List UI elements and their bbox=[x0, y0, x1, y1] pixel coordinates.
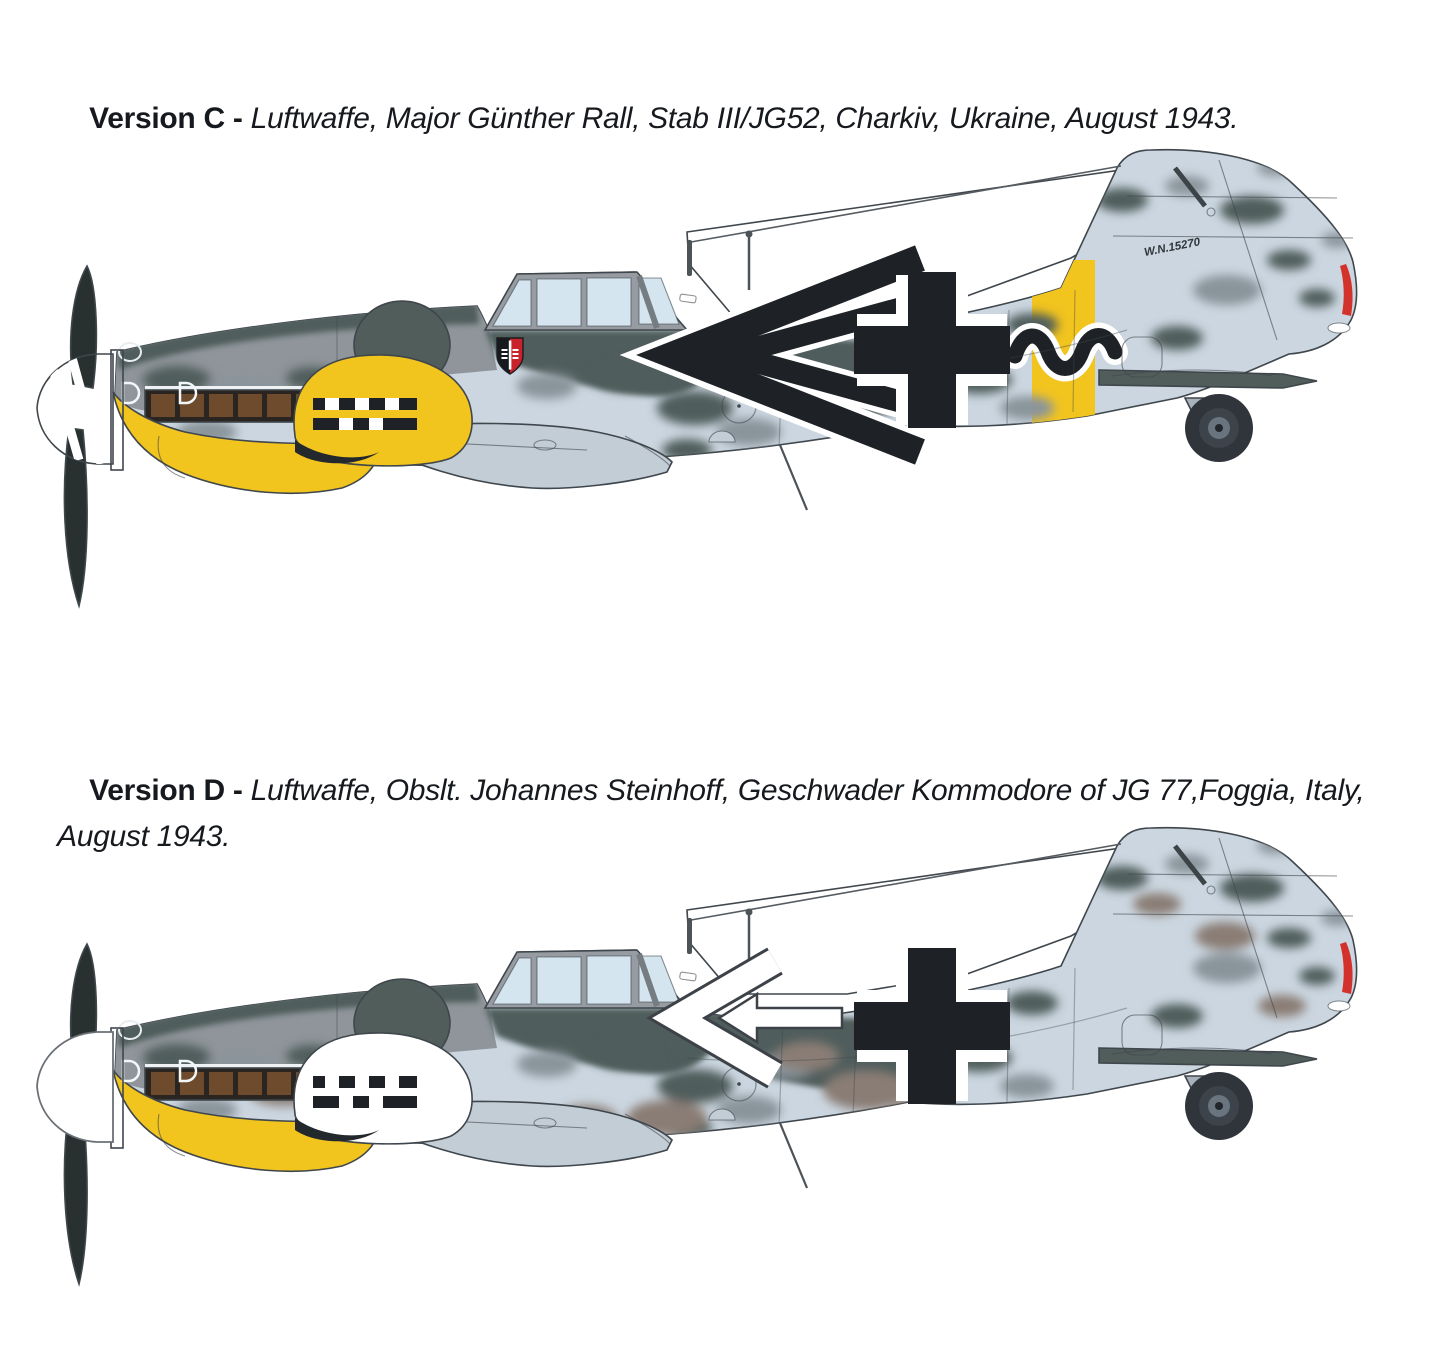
version-c-description: Luftwaffe, Major Günther Rall, Stab III/JG52, Charkiv, Ukraine, August 1943. bbox=[250, 102, 1239, 135]
werknummer-text: W.N.15270 bbox=[1143, 236, 1202, 259]
spinner bbox=[37, 1028, 123, 1148]
aircraft-d-svg bbox=[27, 818, 1417, 1351]
aircraft-c-svg bbox=[27, 140, 1417, 720]
version-d-description: Luftwaffe, Obslt. Johannes Steinhoff, Geschwader Kommodore of JG 77,Foggia, Italy, August 1943. bbox=[57, 774, 1372, 853]
version-c-label: Version C bbox=[89, 102, 225, 135]
heading-separator: - bbox=[224, 774, 251, 807]
heading-separator: - bbox=[224, 102, 251, 135]
version-d-label: Version D bbox=[89, 774, 225, 807]
aircraft-c-illustration bbox=[27, 140, 1417, 720]
aircraft-d-illustration bbox=[27, 818, 1417, 1351]
